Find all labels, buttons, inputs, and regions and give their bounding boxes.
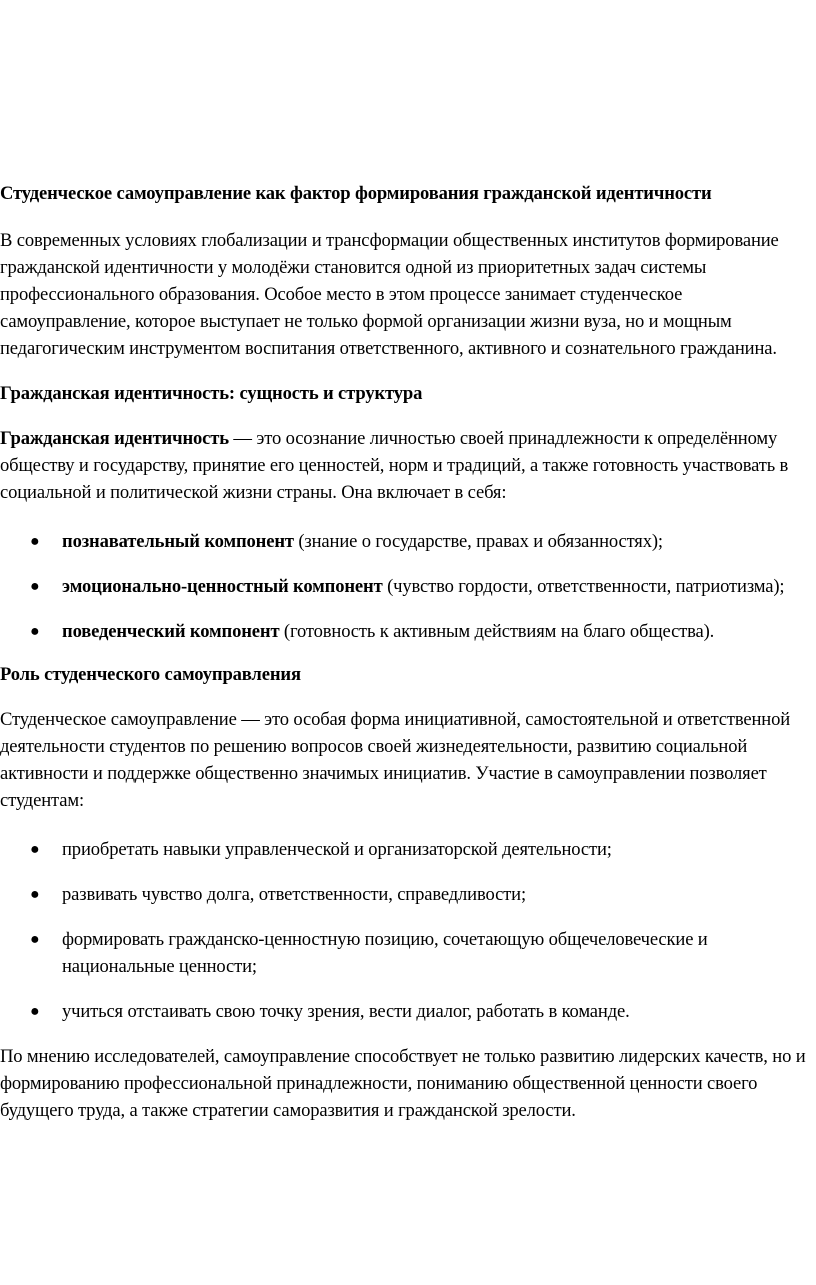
bullet-icon: ● bbox=[30, 533, 40, 550]
intro-paragraph: В современных условиях глобализации и трансформации общественных институтов формирование гражданской идентичности у молодёжи становится одной из приоритетных задач системы профессионального образования. Особое место в этом процессе занимает студенческое самоуправление, которое выступает не только формой организации жизни вуза, но и мощным педагогическим инструментом воспитания ответственного, активного и сознательного гражданина. bbox=[0, 230, 779, 359]
list-item bbox=[0, 998, 816, 1025]
list-item-text: учиться отстаивать свою точку зрения, вести диалог, работать в команде. bbox=[62, 1001, 630, 1022]
bullet-icon: ● bbox=[30, 886, 40, 903]
list-item-text: (чувство гордости, ответственности, патриотизма); bbox=[382, 576, 785, 597]
bullet-icon: ● bbox=[30, 578, 40, 595]
bullet-icon: ● bbox=[30, 1003, 40, 1020]
definition-term: Гражданская идентичность bbox=[0, 428, 229, 449]
list-item bbox=[0, 573, 816, 600]
list-item-text: развивать чувство долга, ответственности, справедливости; bbox=[62, 884, 526, 905]
list-item-term: эмоционально-ценностный компонент bbox=[62, 576, 383, 597]
list-item-text: формировать гражданско-ценностную позицию, сочетающую общечеловеческие и национальные ценности; bbox=[62, 929, 708, 977]
conclusion-paragraph: По мнению исследователей, самоуправление способствует не только развитию лидерских качеств, но и формированию профессиональной принадлежности, пониманию общественной ценности своего будущего труда, а также стратегии саморазвития и гражданской зрелости. bbox=[0, 1046, 806, 1121]
list-item bbox=[0, 528, 816, 555]
list-item-term: поведенческий компонент bbox=[62, 621, 280, 642]
bullet-icon: ● bbox=[30, 841, 40, 858]
list-item bbox=[0, 881, 816, 908]
document-content bbox=[0, 180, 816, 1142]
section-heading-civic-identity: Гражданская идентичность: сущность и структура bbox=[0, 383, 423, 404]
list-item bbox=[0, 836, 816, 863]
list-item-term: познавательный компонент bbox=[62, 531, 294, 552]
section-heading-student-government: Роль студенческого самоуправления bbox=[0, 664, 301, 685]
bullet-icon: ● bbox=[30, 623, 40, 640]
list-item-text: (знание о государстве, правах и обязанностях); bbox=[293, 531, 663, 552]
list-item-text: (готовность к активным действиям на благо общества). bbox=[279, 621, 715, 642]
identity-components-list bbox=[0, 528, 816, 645]
definition-paragraph bbox=[0, 425, 816, 506]
participation-benefits-list bbox=[0, 836, 816, 1025]
definition-text: — это осознание личностью своей принадлежности к определённому обществу и государству, принятие его ценностей, норм и традиций, а также готовность участвовать в социальной и политической жизни страны. Она включает в себя: bbox=[0, 428, 789, 503]
student-government-paragraph: Студенческое самоуправление — это особая форма инициативной, самостоятельной и ответственной деятельности студентов по решению вопросов своей жизнедеятельности, развитию социальной активности и поддержке общественно значимых инициатив. Участие в самоуправлении позволяет студентам: bbox=[0, 709, 791, 811]
bullet-icon: ● bbox=[30, 931, 40, 948]
document-title: Студенческое самоуправление как фактор формирования гражданской идентичности bbox=[0, 183, 712, 204]
list-item-text: приобретать навыки управленческой и организаторской деятельности; bbox=[62, 839, 612, 860]
list-item bbox=[0, 618, 816, 645]
list-item bbox=[0, 926, 816, 980]
